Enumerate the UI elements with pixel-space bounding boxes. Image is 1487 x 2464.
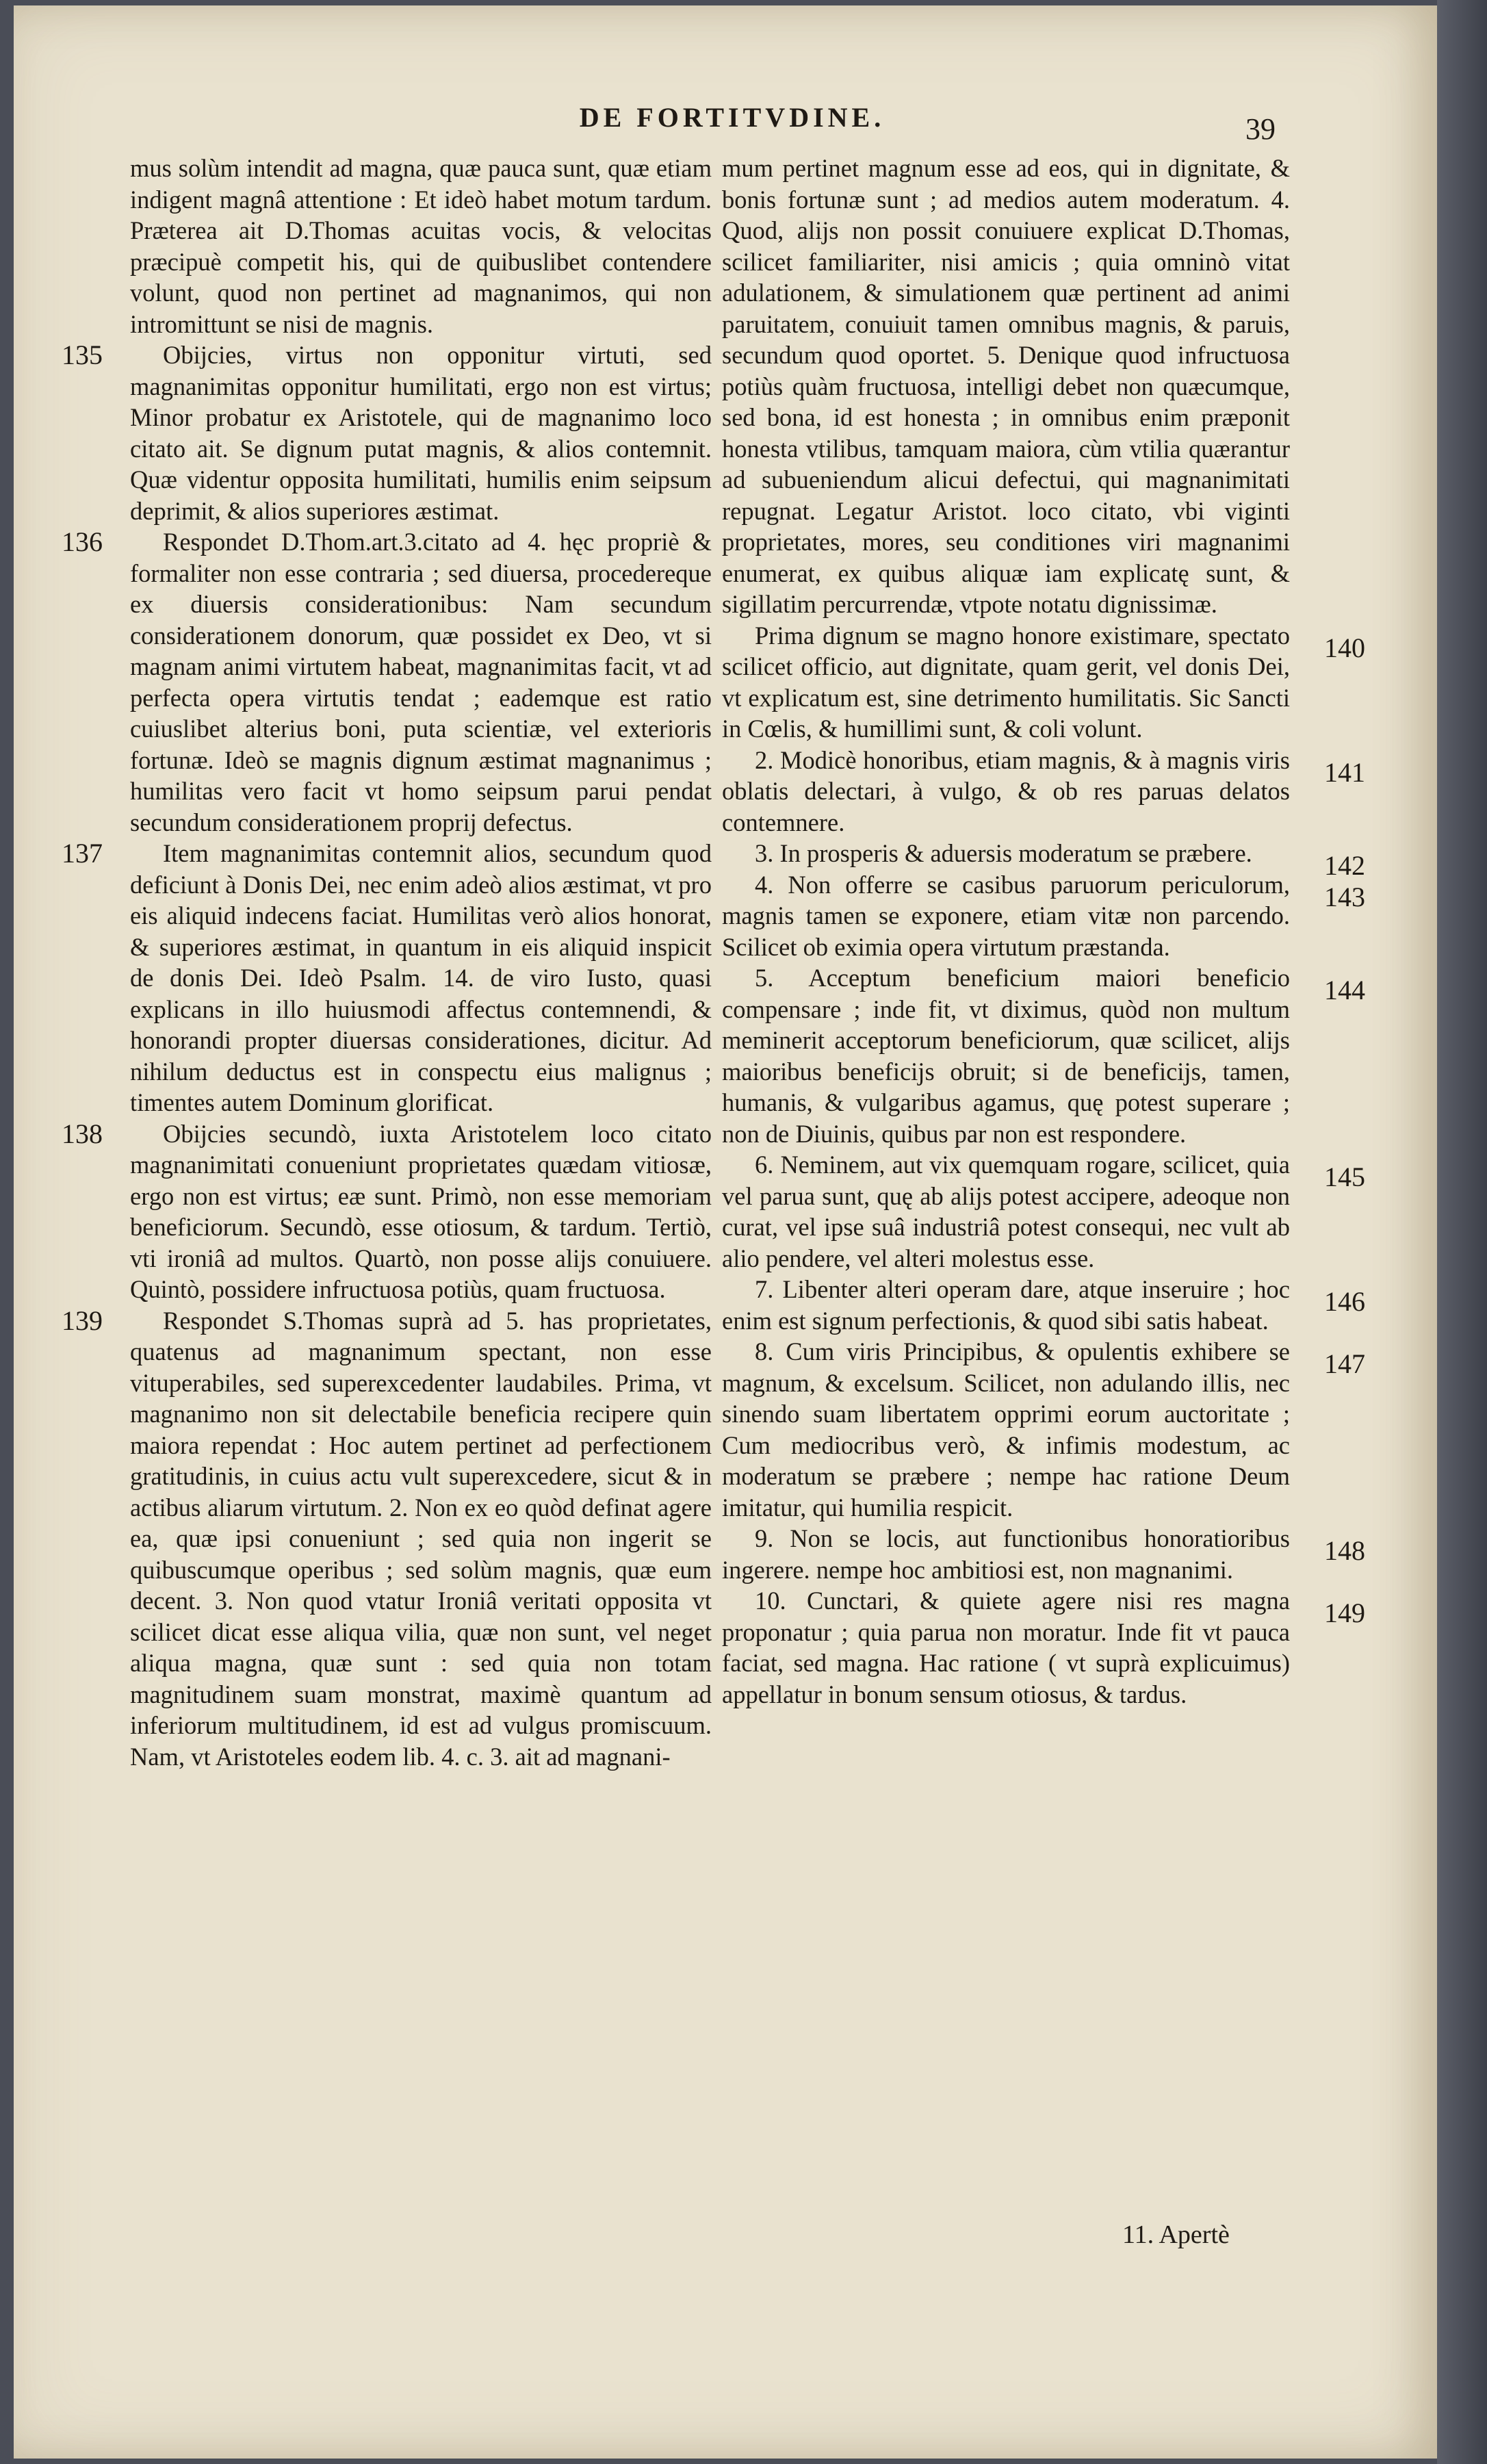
margin-number: 137 xyxy=(62,838,103,869)
paragraph xyxy=(722,962,1365,1149)
paragraph-text: 6. Neminem, aut vix quemquam rogare, scilicet, quia vel parua sunt, quę ab alijs potest accipere, adeoque non curat, vel ipse suâ industriâ potest consequi, nec vult ab alio pendere, vel alteri molestus esse. xyxy=(722,1151,1290,1272)
margin-number: 143 xyxy=(1324,881,1365,912)
paragraph xyxy=(722,153,1290,620)
margin-number: 146 xyxy=(1324,1286,1365,1317)
margin-number: 142 xyxy=(1324,850,1365,881)
paragraph xyxy=(62,526,712,838)
catchword: 11. Apertè xyxy=(1122,2220,1230,2249)
paragraph xyxy=(722,1149,1365,1274)
paragraph-text: Obijcies, virtus non opponitur virtuti, sed magnanimitas opponitur humilitati, ergo non est virtus; Minor probatur ex Aristotele, qui de magnanimo loco citato ait. Se dignum putat magnis, & alios contemnit. Quæ videntur opposita humilitati, humilis enim seipsum deprimit, & alios superiores æstimat. xyxy=(130,341,712,525)
paragraph-text: 3. In prosperis & aduersis moderatum se præbere. xyxy=(755,839,1252,867)
paragraph-text: 4. Non offerre se casibus paruorum periculorum, magnis tamen se exponere, etiam vitæ non parcendo. Scilicet ob eximia opera virtutum præstanda. xyxy=(722,870,1290,961)
paragraph xyxy=(130,153,712,339)
paragraph xyxy=(722,869,1365,963)
paragraph xyxy=(722,838,1365,881)
paragraph xyxy=(722,745,1365,838)
paragraph xyxy=(722,1274,1365,1336)
right-column xyxy=(722,153,1365,1710)
paragraph-text: 2. Modicè honoribus, etiam magnis, & à magnis viris oblatis delectari, à vulgo, & ob res paruas delatos contemnere. xyxy=(722,745,1290,836)
paragraph xyxy=(62,339,712,526)
margin-number: 136 xyxy=(62,526,103,557)
paragraph xyxy=(722,1585,1365,1710)
paragraph-text: 8. Cum viris Principibus, & opulentis exhibere se magnum, & excelsum. Scilicet, non adulando illis, nec sinendo suam libertatem opprimi eorum auctoritate ; Cum mediocribus verò, & infimis modestum, ac moderatum se præbere ; nempe hac ratione Deum imitatur, qui humilia respicit. xyxy=(722,1337,1290,1522)
margin-number: 148 xyxy=(1324,1535,1365,1566)
paragraph-text: Item magnanimitas contemnit alios, secundum quod deficiunt à Donis Dei, nec enim adeò alios æstimat, vt pro eis aliquid indecens faciat. Humilitas verò alios honorat, & superiores æstimat, in quantum in eis aliquid inspicit de donis Dei. Ideò Psalm. 14. de viro Iusto, quasi explicans in illo huiusmodi affectus contemnendi, & honorandi propter diuersas considerationes, dicitur. Ad nihilum deductus est in conspectu eius malignus ; timentes autem Dominum glorificat. xyxy=(130,839,712,1116)
paragraph-text: 9. Non se locis, aut functionibus honoratioribus ingerere. nempe hoc ambitiosi est, non magnanimi. xyxy=(722,1524,1290,1584)
margin-number: 138 xyxy=(62,1118,103,1149)
paragraph-text: Respondet D.Thom.art.3.citato ad 4. hęc propriè & formaliter non esse contraria ; sed diuersa, procedereque ex diuersis considerationibus: Nam secundum considerationem donorum, quæ possidet ex Deo, vt si magnam animi virtutem habeat, magnanimitas facit, vt ad perfecta opera virtutis tendat ; eademque est ratio cuiuslibet alterius boni, puta scientiæ, vel exterioris fortunæ. Ideò se magnis dignum æstimat magnanimus ; humilitas vero facit vt homo seipsum parui pendat secundum considerationem proprij defectus. xyxy=(130,528,712,836)
margin-number: 149 xyxy=(1324,1597,1365,1628)
margin-number: 135 xyxy=(62,339,103,370)
margin-number: 139 xyxy=(62,1305,103,1336)
paragraph-text: mum pertinet magnum esse ad eos, qui in dignitate, & bonis fortunæ sunt ; ad medios autem moderatum. 4. Quod, alijs non possit conuiuere explicat D.Thomas, scilicet familiariter, nisi amicis ; quia omninò vitat adulationem, & simulationem quæ pertinent ad animi paruitatem, conuiuit tamen omnibus magnis, & paruis, secundum quod oportet. 5. Denique quod infructuosa potiùs quàm fructuosa, intelligi debet non quæcumque, sed bona, id est honesta ; in omnibus enim præponit honesta vtilibus, tamquam maiora, cùm vtilia quærantur ad subueniendum alicui defectui, qui magnanimitati repugnat. Legatur Aristot. loco citato, vbi viginti proprietates, mores, seu conditiones viri magnanimi enumerat, ex quibus aliquæ iam explicatę sunt, & sigillatim percurrendæ, vtpote notatu dignissimæ. xyxy=(722,154,1290,618)
paragraph-text: Prima dignum se magno honore existimare, spectato scilicet officio, aut dignitate, quam gerit, vel donis Dei, vt explicatum est, sine detrimento humilitatis. Sic Sancti in Cœlis, & humillimi sunt, & coli volunt. xyxy=(722,621,1290,743)
margin-number: 140 xyxy=(1324,632,1365,663)
paragraph-text: 7. Libenter alteri operam dare, atque inseruire ; hoc enim est signum perfectionis, & quod sibi satis habeat. xyxy=(722,1275,1290,1335)
paragraph xyxy=(722,1523,1365,1585)
paragraph-text: 5. Acceptum beneficium maiori beneficio compensare ; inde fit, vt diximus, quòd non multum meminerit acceptorum beneficiorum, quæ scilicet, alijs maioribus beneficijs obruit; si de beneficijs, tamen, humanis, & vulgaribus agamus, quę potest superare ; non de Diuinis, quibus par non est respondere. xyxy=(722,964,1290,1148)
paragraph xyxy=(722,1336,1365,1523)
paragraph-text: Respondet S.Thomas suprà ad 5. has proprietates, quatenus ad magnanimum spectant, non esse vituperabiles, sed superexcedenter laudabiles. Prima, vt magnanimo non sit delectabile beneficia recipere quin maiora rependat : Hoc autem pertinet ad perfectionem gratitudinis, in cuius actu vult superexcedere, sicut & in actibus aliarum virtutum. 2. Non ex eo quòd definat agere ea, quæ ipsi conueniunt ; sed quia non ingerit se quibuscumque operibus ; sed solùm magnis, quæ eum decent. 3. Non quod vtatur Ironiâ veritati opposita vt scilicet dicat esse aliqua vilia, quæ non sunt, vel neget aliqua magna, quæ sunt : sed quia non totam magnitudinem suam monstrat, maximè quantum ad inferiorum multitudinem, id est ad vulgus promiscuum. Nam, vt Aristoteles eodem lib. 4. c. 3. ait ad magnani- xyxy=(130,1306,712,1771)
paragraph-text: mus solùm intendit ad magna, quæ pauca sunt, quæ etiam indigent magnâ attentione : Et ideò habet motum tardum. Præterea ait D.Thomas acuitas vocis, & velocitas præcipuè competit his, qui de quibuslibet contendere volunt, quod non pertinet ad magnanimos, qui non intromittunt se nisi de magnis. xyxy=(130,154,712,338)
margin-number: 141 xyxy=(1324,756,1365,788)
margin-number: 147 xyxy=(1324,1348,1365,1379)
running-head: DE FORTITVDINE. xyxy=(579,102,885,133)
paragraph xyxy=(62,1118,712,1305)
margin-number: 145 xyxy=(1324,1162,1365,1192)
left-column xyxy=(62,153,712,1772)
paragraph-text: Obijcies secundò, iuxta Aristotelem loco citato magnanimitati conueniunt proprietates quædam vitiosæ, ergo non est virtus; eæ sunt. Primò, non esse memoriam beneficiorum. Secundò, esse otiosum, & tardum. Tertiò, vti ironiâ ad multos. Quartò, non posse alijs conuiuere. Quintò, possidere infructuosa potiùs, quam fructuosa. xyxy=(130,1119,712,1303)
margin-number: 144 xyxy=(1324,975,1365,1005)
scan-background-edge xyxy=(1437,0,1487,2464)
paragraph xyxy=(62,838,712,1118)
book-page xyxy=(14,5,1437,2459)
paragraph xyxy=(722,620,1365,745)
paragraph xyxy=(62,1305,712,1773)
paragraph-text: 10. Cunctari, & quiete agere nisi res magna proponatur ; quia parua non moratur. Inde fit vt pauca faciat, sed magna. Hac ratione ( vt suprà explicuimus) appellatur in bonum sensum otiosus, & tardus. xyxy=(722,1587,1290,1708)
page-number: 39 xyxy=(1245,112,1276,146)
